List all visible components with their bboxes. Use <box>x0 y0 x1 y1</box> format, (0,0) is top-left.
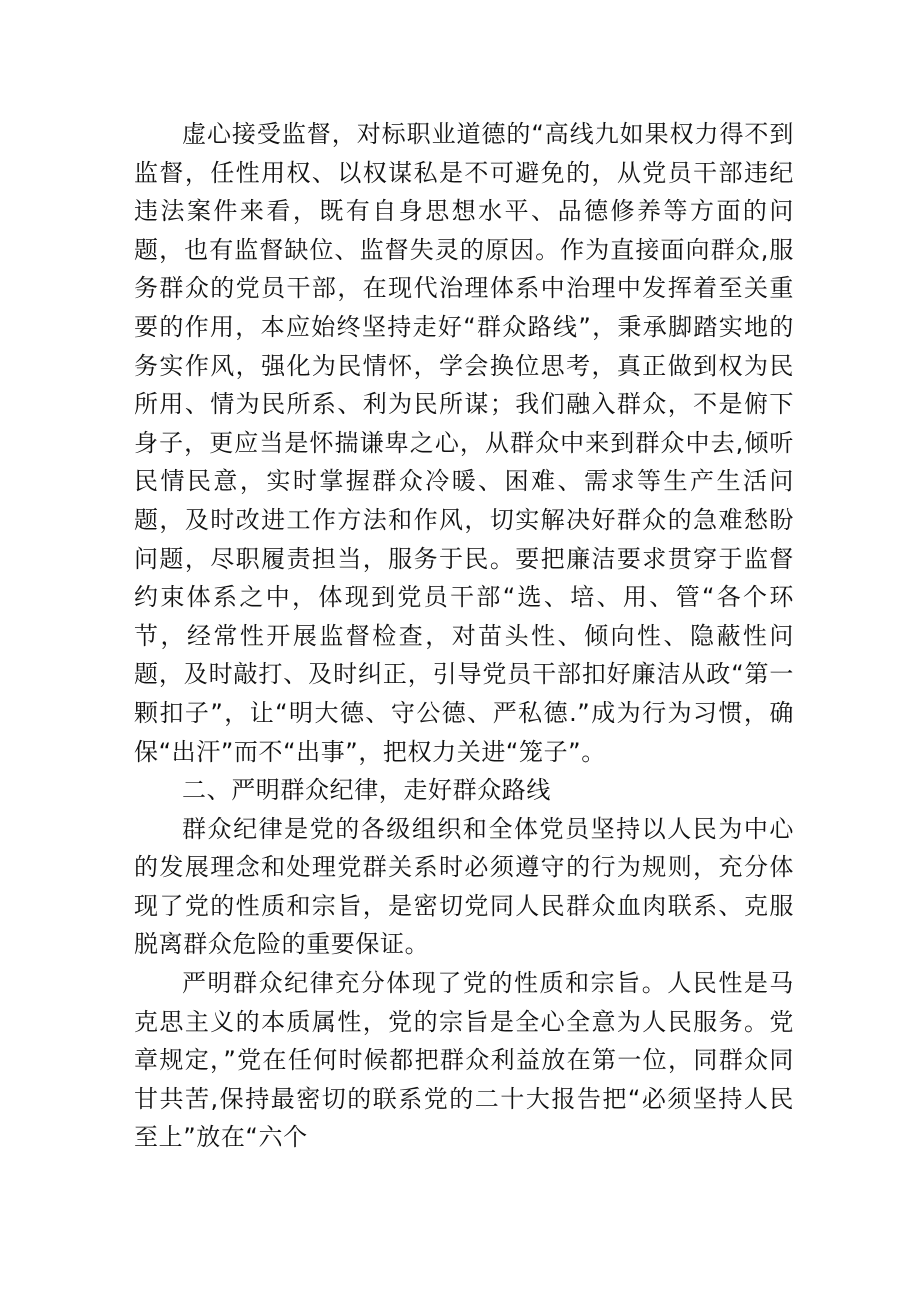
paragraph-supervision: 虚心接受监督，对标职业道德的“高线九如果权力得不到监督，任性用权、以权谋私是不可避免的，从党员干部违纪违法案件来看，既有自身思想水平、品德修养等方面的问题，也有监督缺位、监督失灵的原因。作为直接面向群众,服务群众的党员干部，在现代治理体系中治理中发挥着至关重要的作用，本应始终坚持走好“群众路线”，秉承脚踏实地的务实作风，强化为民情怀，学会换位思考，真正做到权为民所用、情为民所系、利为民所谋；我们融入群众，不是俯下身子，更应当是怀揣谦卑之心，从群众中来到群众中去,倾听民情民意，实时掌握群众冷暖、困难、需求等生产生活问题，及时改进工作方法和作风，切实解决好群众的急难愁盼问题，尽职履责担当，服务于民。要把廉洁要求贯穿于监督约束体系之中，体现到党员干部“选、培、用、管“各个环节，经常性开展监督检查，对苗头性、倾向性、隐蔽性问题，及时敲打、及时纠正，引导党员干部扣好廉洁从政“第一颗扣子”，让“明大德、守公德、严私德.”成为行为习惯，确保“出汗”而不“出事”，把权力关进“笼子”。 <box>134 120 794 766</box>
paragraph-party-nature: 严明群众纪律充分体现了党的性质和宗旨。人民性是马克思主义的本质属性，党的宗旨是全心全意为人民服务。党章规定，”党在任何时候都把群众利益放在第一位，同群众同甘共苦,保持最密切的联系党的二十大报告把“必须坚持人民至上”放在“六个 <box>134 969 794 1152</box>
paragraph-mass-discipline-definition: 群众纪律是党的各级组织和全体党员坚持以人民为中心的发展理念和处理党群关系时必须遵守的行为规则，充分体现了党的性质和宗旨，是密切党同人民群众血肉联系、克服脱离群众危险的重要保证。 <box>134 814 794 959</box>
document-body <box>134 115 794 1157</box>
section-heading-mass-discipline: 二、严明群众纪律，走好群众路线 <box>182 776 551 805</box>
